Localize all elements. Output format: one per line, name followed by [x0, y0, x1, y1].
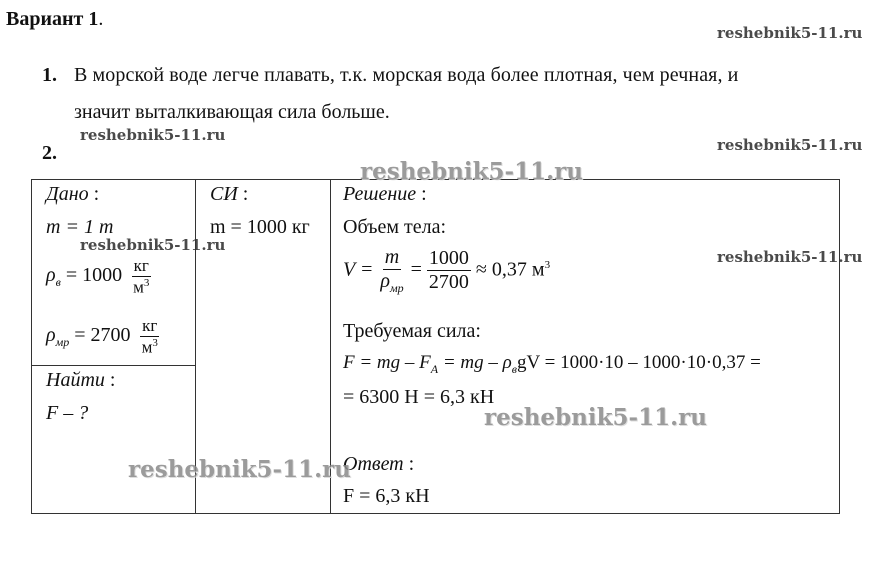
answer-line: В морской воде легче плавать, т.к. морская вода более плотная, чем речная, и: [74, 64, 739, 86]
variant-title: Вариант 1.: [6, 8, 104, 30]
watermark: reshebnik5-11.ru: [80, 236, 226, 254]
question-number: 1.: [42, 64, 57, 86]
force-formula-line2: = 6300 Н = 6,3 кН: [343, 386, 495, 408]
question-number: 2.: [42, 142, 57, 164]
watermark: reshebnik5-11.ru: [128, 456, 351, 483]
solution-heading: Решение :: [343, 183, 427, 205]
given-density-water: $\rho_в = 1000$ $\frac{кг}{м^3}$: [46, 256, 150, 297]
si-heading: СИ :: [210, 183, 249, 205]
solution-cell: [331, 180, 840, 514]
answer-heading: Ответ :: [343, 453, 415, 475]
find-value: F – ?: [46, 402, 89, 424]
watermark: reshebnik5-11.ru: [360, 158, 583, 185]
force-label: Требуемая сила:: [343, 320, 481, 342]
watermark: reshebnik5-11.ru: [717, 248, 863, 266]
watermark: reshebnik5-11.ru: [484, 404, 707, 431]
volume-formula: V = $\frac{m}{\rho_{мр}}$ = $\frac{1000}{2700}$ ≈ 0,37 $м^3$: [343, 246, 551, 295]
find-cell: [32, 366, 196, 514]
force-formula-line1: F = mg – $F_A$ = mg – $\rho_вgV = 1000\cdot 10 - 1000\cdot 10\cdot 0,37$ =: [343, 352, 761, 376]
answer-value: F = 6,3 кН: [343, 485, 430, 507]
find-heading: Найти :: [46, 369, 116, 391]
si-mass: m = 1000 кг: [210, 216, 310, 238]
given-heading: Дано :: [46, 183, 100, 205]
watermark: reshebnik5-11.ru: [80, 126, 226, 144]
given-mass: m = 1 т: [46, 216, 114, 238]
watermark: reshebnik5-11.ru: [717, 24, 863, 42]
given-cell: [32, 180, 196, 366]
watermark: reshebnik5-11.ru: [717, 136, 863, 154]
volume-label: Объем тела:: [343, 216, 447, 238]
answer-line: значит выталкивающая сила больше.: [74, 101, 390, 123]
given-density-marble: $\rho_{мр} = 2700$ $\frac{кг}{м^3}$: [46, 316, 158, 357]
